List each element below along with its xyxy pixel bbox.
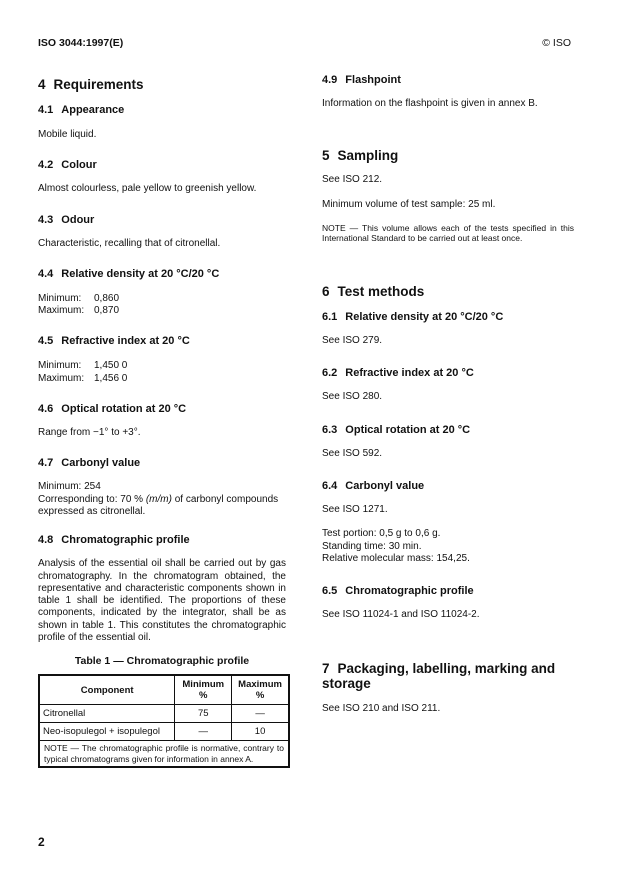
table-title: Table 1 — Chromatographic profile <box>74 655 250 668</box>
header-minimum: Minimum % <box>175 675 232 705</box>
row-max: 10 <box>232 723 289 741</box>
packaging-text: See ISO 210 and ISO 211. <box>322 703 441 715</box>
heading-optical-rotation-method: 6.3 Optical rotation at 20 °C <box>322 423 471 436</box>
density-min: Minimum: 0,860 <box>38 292 120 304</box>
heading-carbonyl-value: 4.7 Carbonyl value <box>38 457 141 470</box>
header-copyright: © ISO <box>542 37 571 49</box>
optical-method-text: See ISO 592. <box>322 447 383 459</box>
flashpoint-text: Information on the flashpoint is given in annex B. <box>322 98 538 109</box>
density-method-text: See ISO 279. <box>322 335 383 347</box>
density-max: Maximum: 0,870 <box>38 305 120 317</box>
chromatographic-text: Analysis of the essential oil shall be carried out by gas chromatography. In the chromatogram obtained, the representative and characteristic components shown in table 1 shall be identified. The proportions of these components, indicated by the integrator, shall be as shown in table 1. This constitutes the chromatographic profile of the essential oil. <box>38 558 286 644</box>
row-component: Neo-isopulegol + isopulegol <box>39 723 175 741</box>
heading-sampling: 5 Sampling <box>322 148 399 164</box>
heading-appearance: 4.1 Appearance <box>38 104 125 116</box>
table-note-row <box>39 741 289 768</box>
header-component: Component <box>39 675 175 705</box>
page-number: 2 <box>38 835 45 849</box>
carbonyl-corresponding: Corresponding to: 70 % (m/m) of carbonyl compounds expressed as citronellal. <box>38 493 279 517</box>
heading-refractive-index: 4.5 Refractive index at 20 °C <box>38 335 190 348</box>
heading-chromatographic-method: 6.5 Chromatographic profile <box>322 585 474 598</box>
heading-colour: 4.2 Colour <box>38 159 97 172</box>
molecular-mass: Relative molecular mass: 154,25. <box>322 552 470 564</box>
header-standard-id: ISO 3044:1997(E) <box>38 37 124 49</box>
standing-time: Standing time: 30 min. <box>322 540 422 552</box>
colour-text: Almost colourless, pale yellow to greenish yellow. <box>38 183 257 195</box>
appearance-text: Mobile liquid. <box>38 129 97 140</box>
refractive-min: Minimum: 1,450 0 <box>38 360 128 372</box>
odour-text: Characteristic, recalling that of citronellal. <box>38 237 221 249</box>
heading-optical-rotation: 4.6 Optical rotation at 20 °C <box>38 403 187 416</box>
chromatographic-table <box>38 674 290 768</box>
heading-relative-density-method: 6.1 Relative density at 20 °C/20 °C <box>322 311 504 324</box>
heading-chromatographic-profile: 4.8 Chromatographic profile <box>38 534 190 547</box>
refractive-method-text: See ISO 280. <box>322 391 383 403</box>
row-min: — <box>175 723 232 741</box>
heading-odour: 4.3 Odour <box>38 213 95 226</box>
row-max: — <box>232 705 289 723</box>
sampling-note: NOTE — This volume allows each of the tests specified in this International Standard to be carried out at least once. <box>322 222 574 244</box>
test-portion: Test portion: 0,5 g to 0,6 g. <box>322 528 441 540</box>
carbonyl-method-text: See ISO 1271. <box>322 503 388 515</box>
sampling-volume: Minimum volume of test sample: 25 ml. <box>322 198 496 210</box>
row-min: 75 <box>175 705 232 723</box>
heading-relative-density: 4.4 Relative density at 20 °C/20 °C <box>38 267 220 280</box>
table-row <box>39 723 289 741</box>
right-column <box>322 68 574 716</box>
table-row <box>39 705 289 723</box>
table-note: NOTE — The chromatographic profile is normative, contrary to typical chromatograms given for information in annex A. <box>39 741 289 768</box>
heading-flashpoint: 4.9 Flashpoint <box>322 74 401 86</box>
table-header-row <box>39 675 289 705</box>
heading-packaging: 7 Packaging, labelling, marking and storage <box>322 661 556 692</box>
heading-refractive-index-method: 6.2 Refractive index at 20 °C <box>322 367 474 380</box>
carbonyl-min: Minimum: 254 <box>38 481 101 493</box>
optical-rotation-text: Range from −1° to +3°. <box>38 427 141 439</box>
chromatographic-method-text: See ISO 11024-1 and ISO 11024-2. <box>322 609 480 621</box>
sampling-text: See ISO 212. <box>322 174 383 186</box>
heading-carbonyl-method: 6.4 Carbonyl value <box>322 479 425 492</box>
heading-test-methods: 6 Test methods <box>322 284 425 300</box>
refractive-max: Maximum: 1,456 0 <box>38 372 128 384</box>
header-maximum: Maximum % <box>232 675 289 705</box>
row-component: Citronellal <box>39 705 175 723</box>
heading-requirements: 4 Requirements <box>38 77 144 92</box>
left-column <box>38 68 286 768</box>
